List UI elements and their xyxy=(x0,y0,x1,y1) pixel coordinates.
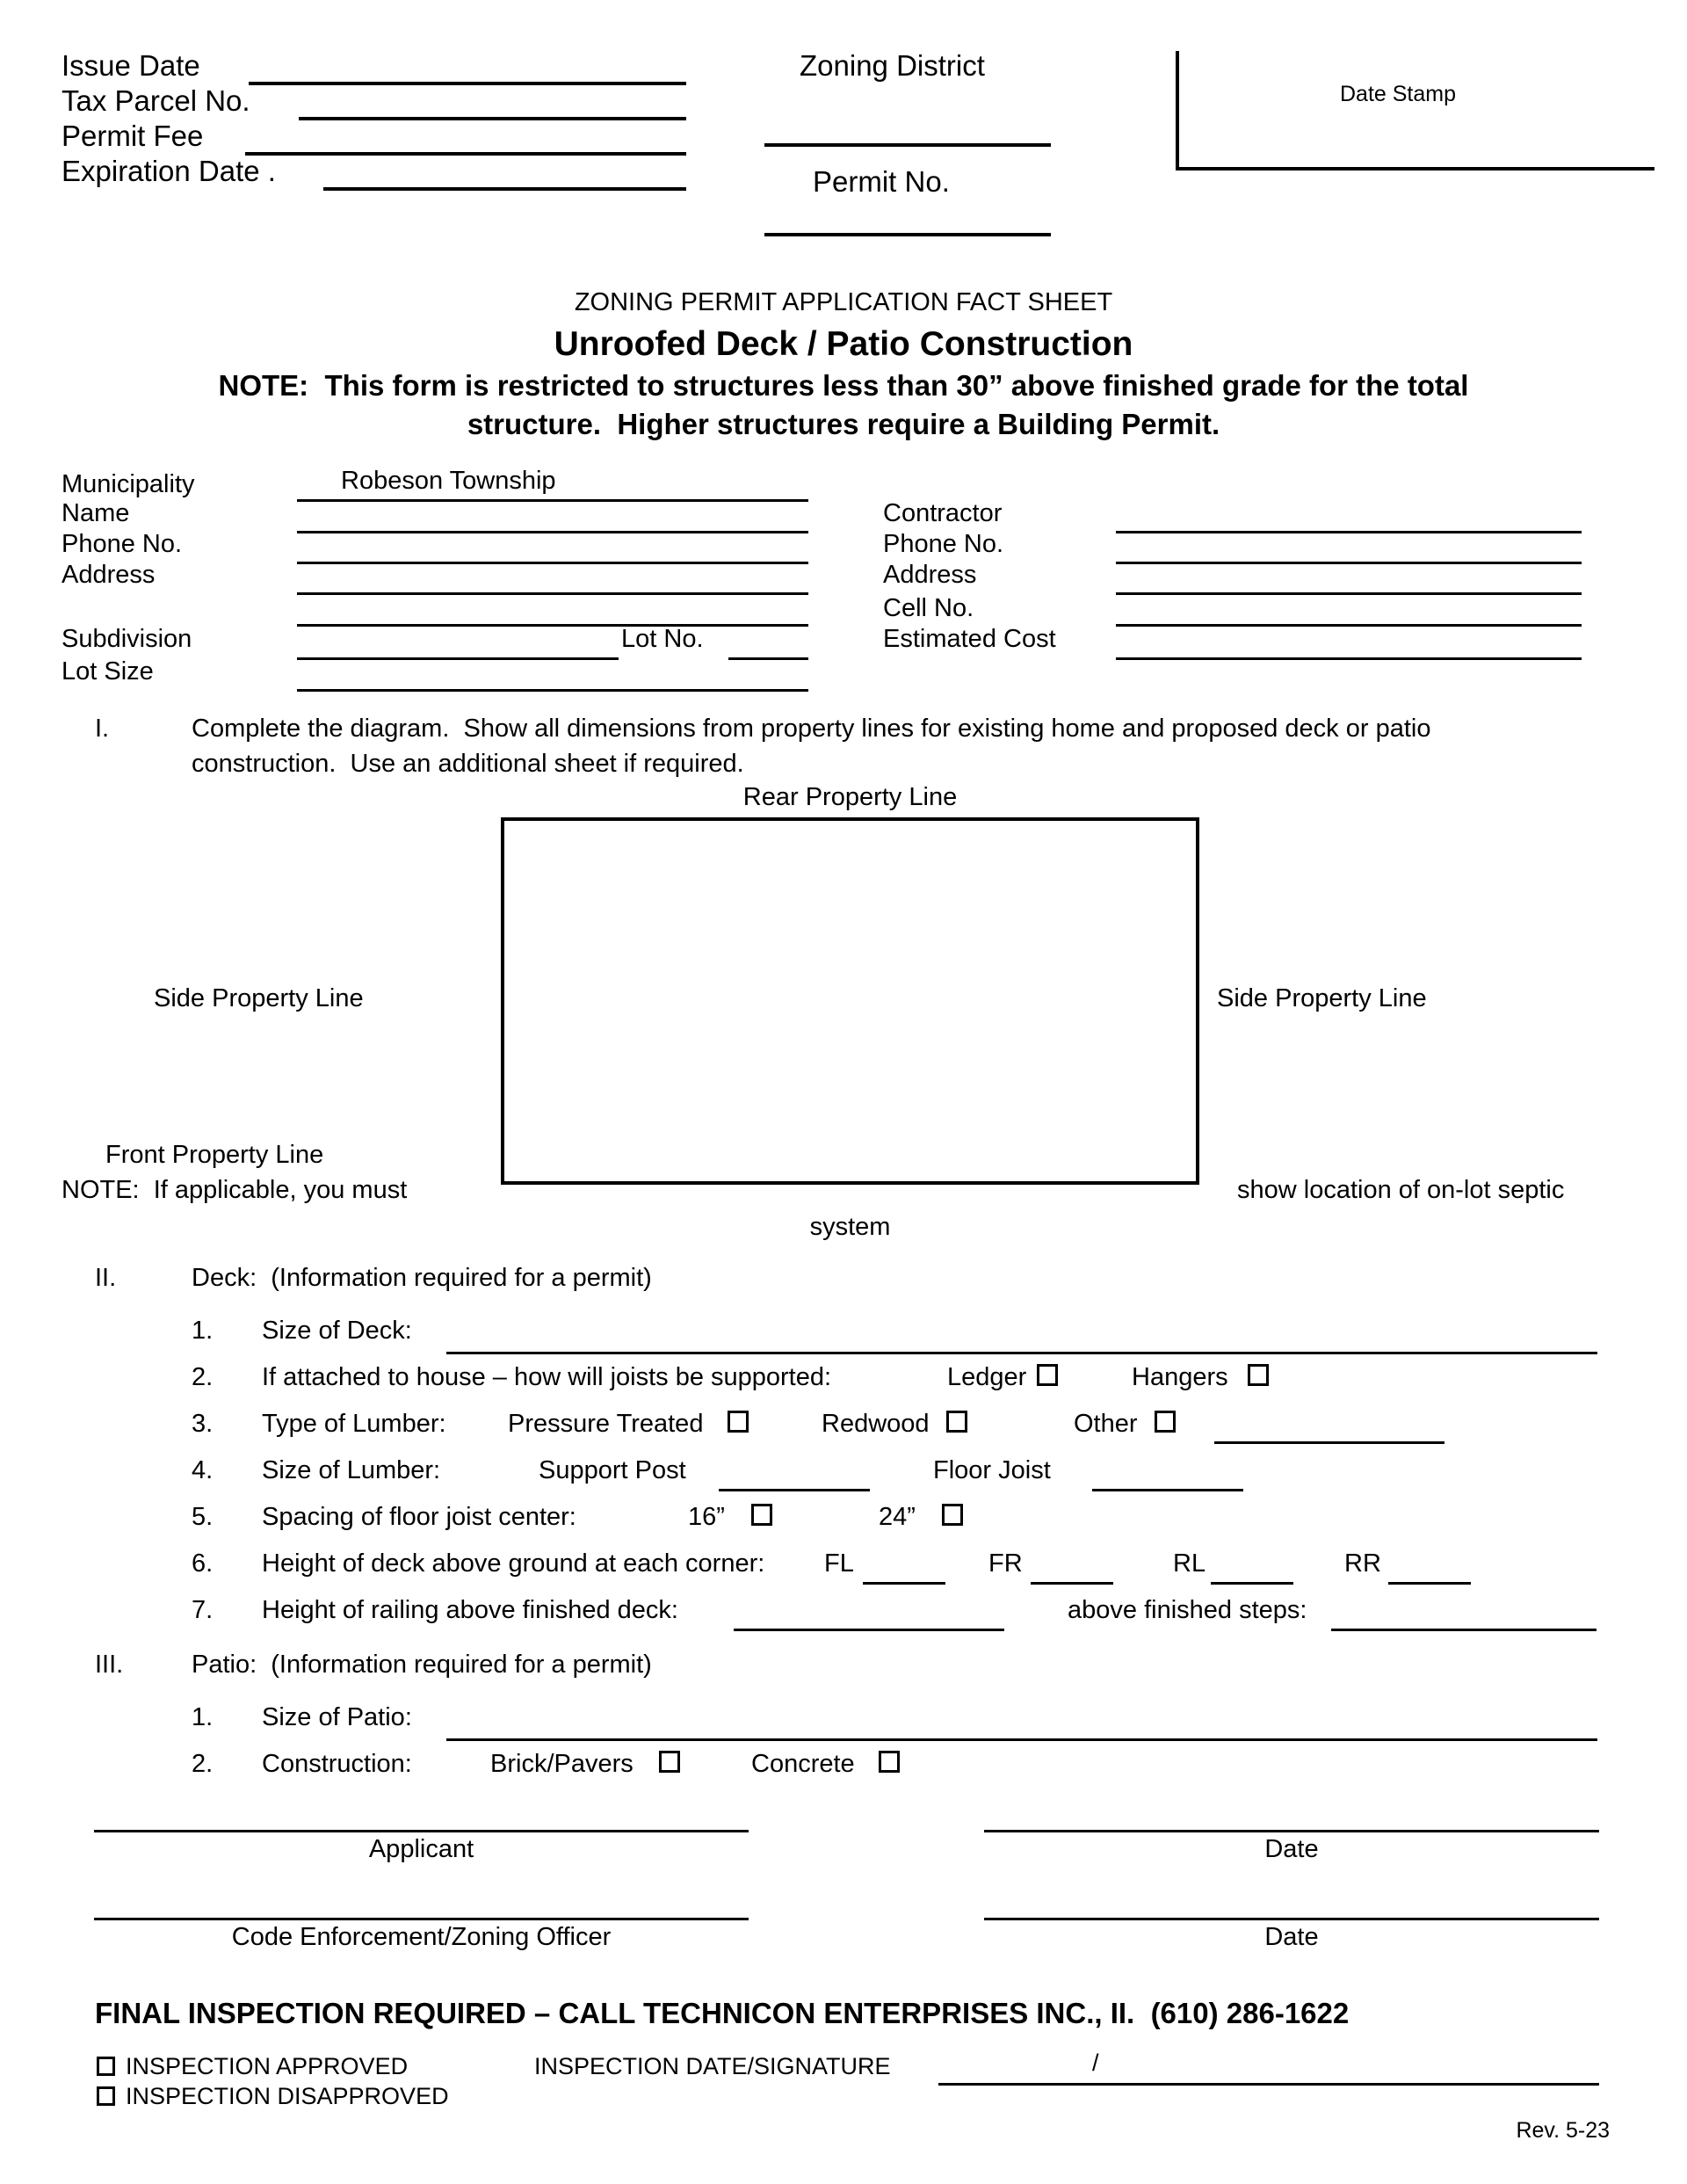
address-label: Address xyxy=(62,561,156,589)
support-post-line[interactable] xyxy=(719,1489,870,1491)
inspection-date-slash: / xyxy=(1092,2050,1099,2076)
address-line-2[interactable] xyxy=(297,624,808,627)
hangers-option-label: Hangers xyxy=(1132,1363,1228,1391)
applicant-date-line[interactable] xyxy=(984,1830,1599,1832)
brick-pavers-checkbox[interactable] xyxy=(659,1751,680,1773)
subdivision-label: Subdivision xyxy=(62,625,192,653)
section-2-item-3-label: Type of Lumber: xyxy=(262,1410,446,1438)
other-lumber-line[interactable] xyxy=(1214,1441,1444,1444)
contractor-phone-no-label: Phone No. xyxy=(883,530,1004,558)
lot-no-label: Lot No. xyxy=(621,625,704,653)
contractor-line[interactable] xyxy=(1116,531,1582,533)
redwood-checkbox[interactable] xyxy=(946,1411,967,1433)
section-2-item-6-label: Height of deck above ground at each corner: xyxy=(262,1549,765,1578)
corner-fl-label: FL xyxy=(824,1549,854,1578)
spacing-24-label: 24” xyxy=(879,1503,916,1531)
floor-joist-line[interactable] xyxy=(1092,1489,1243,1491)
rear-property-line-label: Rear Property Line xyxy=(742,783,958,811)
tax-parcel-no-label: Tax Parcel No. xyxy=(62,84,250,117)
page-title: Unroofed Deck / Patio Construction xyxy=(554,325,1133,363)
section-2-item-7-num: 7. xyxy=(192,1596,214,1624)
inspection-date-signature-label: INSPECTION DATE/SIGNATURE xyxy=(534,2053,891,2079)
permit-fee-line[interactable] xyxy=(245,152,686,156)
section-1-line-1: Complete the diagram. Show all dimensions from property lines for existing home and proposed deck or patio xyxy=(192,715,1431,743)
fact-sheet-subtitle: ZONING PERMIT APPLICATION FACT SHEET xyxy=(574,288,1113,316)
inspection-disapproved-checkbox[interactable] xyxy=(97,2086,115,2106)
section-1-line-2: construction. Use an additional sheet if required. xyxy=(192,750,744,778)
corner-rr-line[interactable] xyxy=(1388,1582,1471,1585)
ledger-option-label: Ledger xyxy=(947,1363,1027,1391)
section-2-item-1-num: 1. xyxy=(192,1317,214,1345)
front-property-line-label: Front Property Line xyxy=(105,1141,324,1169)
pressure-treated-option-label: Pressure Treated xyxy=(508,1410,704,1438)
restriction-note-line-2: structure. Higher structures require a Building Permit. xyxy=(467,408,1220,440)
applicant-date-label: Date xyxy=(1264,1835,1319,1863)
contractor-address-label: Address xyxy=(883,561,977,589)
contractor-label: Contractor xyxy=(883,499,1003,527)
section-2-item-4-label: Size of Lumber: xyxy=(262,1456,441,1484)
railing-height-steps-line[interactable] xyxy=(1331,1629,1596,1631)
section-3-item-2-label: Construction: xyxy=(262,1750,412,1778)
officer-date-line[interactable] xyxy=(984,1918,1599,1920)
size-of-deck-line[interactable] xyxy=(446,1352,1597,1354)
permit-fee-label: Permit Fee xyxy=(62,120,204,152)
corner-rr-label: RR xyxy=(1344,1549,1381,1578)
corner-fl-line[interactable] xyxy=(863,1582,945,1585)
floor-joist-label: Floor Joist xyxy=(933,1456,1051,1484)
concrete-checkbox[interactable] xyxy=(879,1751,900,1773)
revision-label: Rev. 5-23 xyxy=(1516,2118,1610,2143)
corner-fr-label: FR xyxy=(988,1549,1023,1578)
date-stamp-box xyxy=(1176,51,1654,171)
corner-fr-line[interactable] xyxy=(1031,1582,1113,1585)
officer-signature-line[interactable] xyxy=(94,1918,749,1920)
section-2-numeral: II. xyxy=(95,1264,117,1292)
zoning-district-label: Zoning District xyxy=(800,49,985,82)
municipality-value[interactable]: Robeson Township xyxy=(341,467,556,495)
expiration-date-line[interactable] xyxy=(323,187,686,191)
section-3-item-1-label: Size of Patio: xyxy=(262,1703,412,1731)
corner-rl-label: RL xyxy=(1173,1549,1206,1578)
spacing-16-checkbox[interactable] xyxy=(751,1504,772,1526)
section-3-heading: Patio: (Information required for a permit) xyxy=(192,1651,652,1679)
septic-note-bottom: system xyxy=(809,1213,891,1241)
spacing-16-label: 16” xyxy=(688,1503,725,1531)
inspection-approved-label: INSPECTION APPROVED xyxy=(126,2053,409,2079)
section-2-item-3-num: 3. xyxy=(192,1410,214,1438)
expiration-date-label: Expiration Date . xyxy=(62,155,276,187)
inspection-approved-checkbox[interactable] xyxy=(97,2057,115,2076)
issue-date-line[interactable] xyxy=(249,82,686,85)
name-line[interactable] xyxy=(297,531,808,533)
tax-parcel-no-line[interactable] xyxy=(299,117,686,120)
septic-note-left: NOTE: If applicable, you must xyxy=(62,1176,408,1204)
concrete-label: Concrete xyxy=(751,1750,855,1778)
municipality-line[interactable] xyxy=(297,499,808,502)
side-property-line-left-label: Side Property Line xyxy=(154,984,364,1012)
phone-no-label: Phone No. xyxy=(62,530,183,558)
redwood-option-label: Redwood xyxy=(822,1410,930,1438)
subdivision-line[interactable] xyxy=(297,657,619,660)
estimated-cost-line[interactable] xyxy=(1116,657,1582,660)
section-3-item-2-num: 2. xyxy=(192,1750,214,1778)
section-2-item-6-num: 6. xyxy=(192,1549,214,1578)
section-2-item-2-num: 2. xyxy=(192,1363,214,1391)
railing-height-deck-line[interactable] xyxy=(734,1629,1004,1631)
issue-date-label: Issue Date xyxy=(62,49,200,82)
section-3-item-1-num: 1. xyxy=(192,1703,214,1731)
section-1-numeral: I. xyxy=(95,715,110,743)
permit-no-line[interactable] xyxy=(764,233,1051,236)
cell-no-line[interactable] xyxy=(1116,624,1582,627)
officer-signature-label: Code Enforcement/Zoning Officer xyxy=(231,1923,612,1951)
section-2-heading: Deck: (Information required for a permit) xyxy=(192,1264,652,1292)
applicant-signature-label: Applicant xyxy=(368,1835,474,1863)
zoning-district-line[interactable] xyxy=(764,143,1051,147)
section-3-numeral: III. xyxy=(95,1651,124,1679)
permit-no-label: Permit No. xyxy=(813,165,950,198)
phone-no-line[interactable] xyxy=(297,562,808,564)
corner-rl-line[interactable] xyxy=(1211,1582,1293,1585)
cell-no-label: Cell No. xyxy=(883,594,974,622)
date-stamp-label: Date Stamp xyxy=(1340,82,1457,106)
estimated-cost-label: Estimated Cost xyxy=(883,625,1056,653)
ledger-checkbox[interactable] xyxy=(1037,1364,1058,1386)
section-2-item-7-label: Height of railing above finished deck: xyxy=(262,1596,678,1624)
spacing-24-checkbox[interactable] xyxy=(942,1504,963,1526)
contractor-phone-no-line[interactable] xyxy=(1116,562,1582,564)
address-line-1[interactable] xyxy=(297,592,808,595)
section-2-item-5-label: Spacing of floor joist center: xyxy=(262,1503,576,1531)
septic-note-right: show location of on-lot septic xyxy=(1237,1176,1565,1204)
side-property-line-right-label: Side Property Line xyxy=(1217,984,1427,1012)
lot-no-line[interactable] xyxy=(728,657,808,660)
section-2-item-4-num: 4. xyxy=(192,1456,214,1484)
name-label: Name xyxy=(62,499,130,527)
hangers-checkbox[interactable] xyxy=(1248,1364,1269,1386)
section-2-item-2-label: If attached to house – how will joists be supported: xyxy=(262,1363,832,1391)
lot-size-line[interactable] xyxy=(297,689,808,692)
applicant-signature-line[interactable] xyxy=(94,1830,749,1832)
support-post-label: Support Post xyxy=(539,1456,686,1484)
officer-date-label: Date xyxy=(1264,1923,1319,1951)
above-finished-steps-label: above finished steps: xyxy=(1068,1596,1307,1624)
other-lumber-option-label: Other xyxy=(1074,1410,1138,1438)
size-of-patio-line[interactable] xyxy=(446,1738,1597,1741)
municipality-label: Municipality xyxy=(62,470,195,498)
inspection-date-signature-line[interactable] xyxy=(938,2083,1599,2086)
other-lumber-checkbox[interactable] xyxy=(1155,1411,1176,1433)
contractor-address-line[interactable] xyxy=(1116,592,1582,595)
lot-size-label: Lot Size xyxy=(62,657,154,686)
section-2-item-5-num: 5. xyxy=(192,1503,214,1531)
final-inspection-notice: FINAL INSPECTION REQUIRED – CALL TECHNICON ENTERPRISES INC., II. (610) 286-1622 xyxy=(95,1997,1350,2029)
section-2-item-1-label: Size of Deck: xyxy=(262,1317,412,1345)
brick-pavers-label: Brick/Pavers xyxy=(490,1750,634,1778)
inspection-disapproved-label: INSPECTION DISAPPROVED xyxy=(126,2083,449,2109)
pressure-treated-checkbox[interactable] xyxy=(728,1411,749,1433)
property-diagram-drawing-area[interactable] xyxy=(501,817,1199,1185)
restriction-note-line-1: NOTE: This form is restricted to structures less than 30” above finished grade for the total xyxy=(218,369,1469,402)
